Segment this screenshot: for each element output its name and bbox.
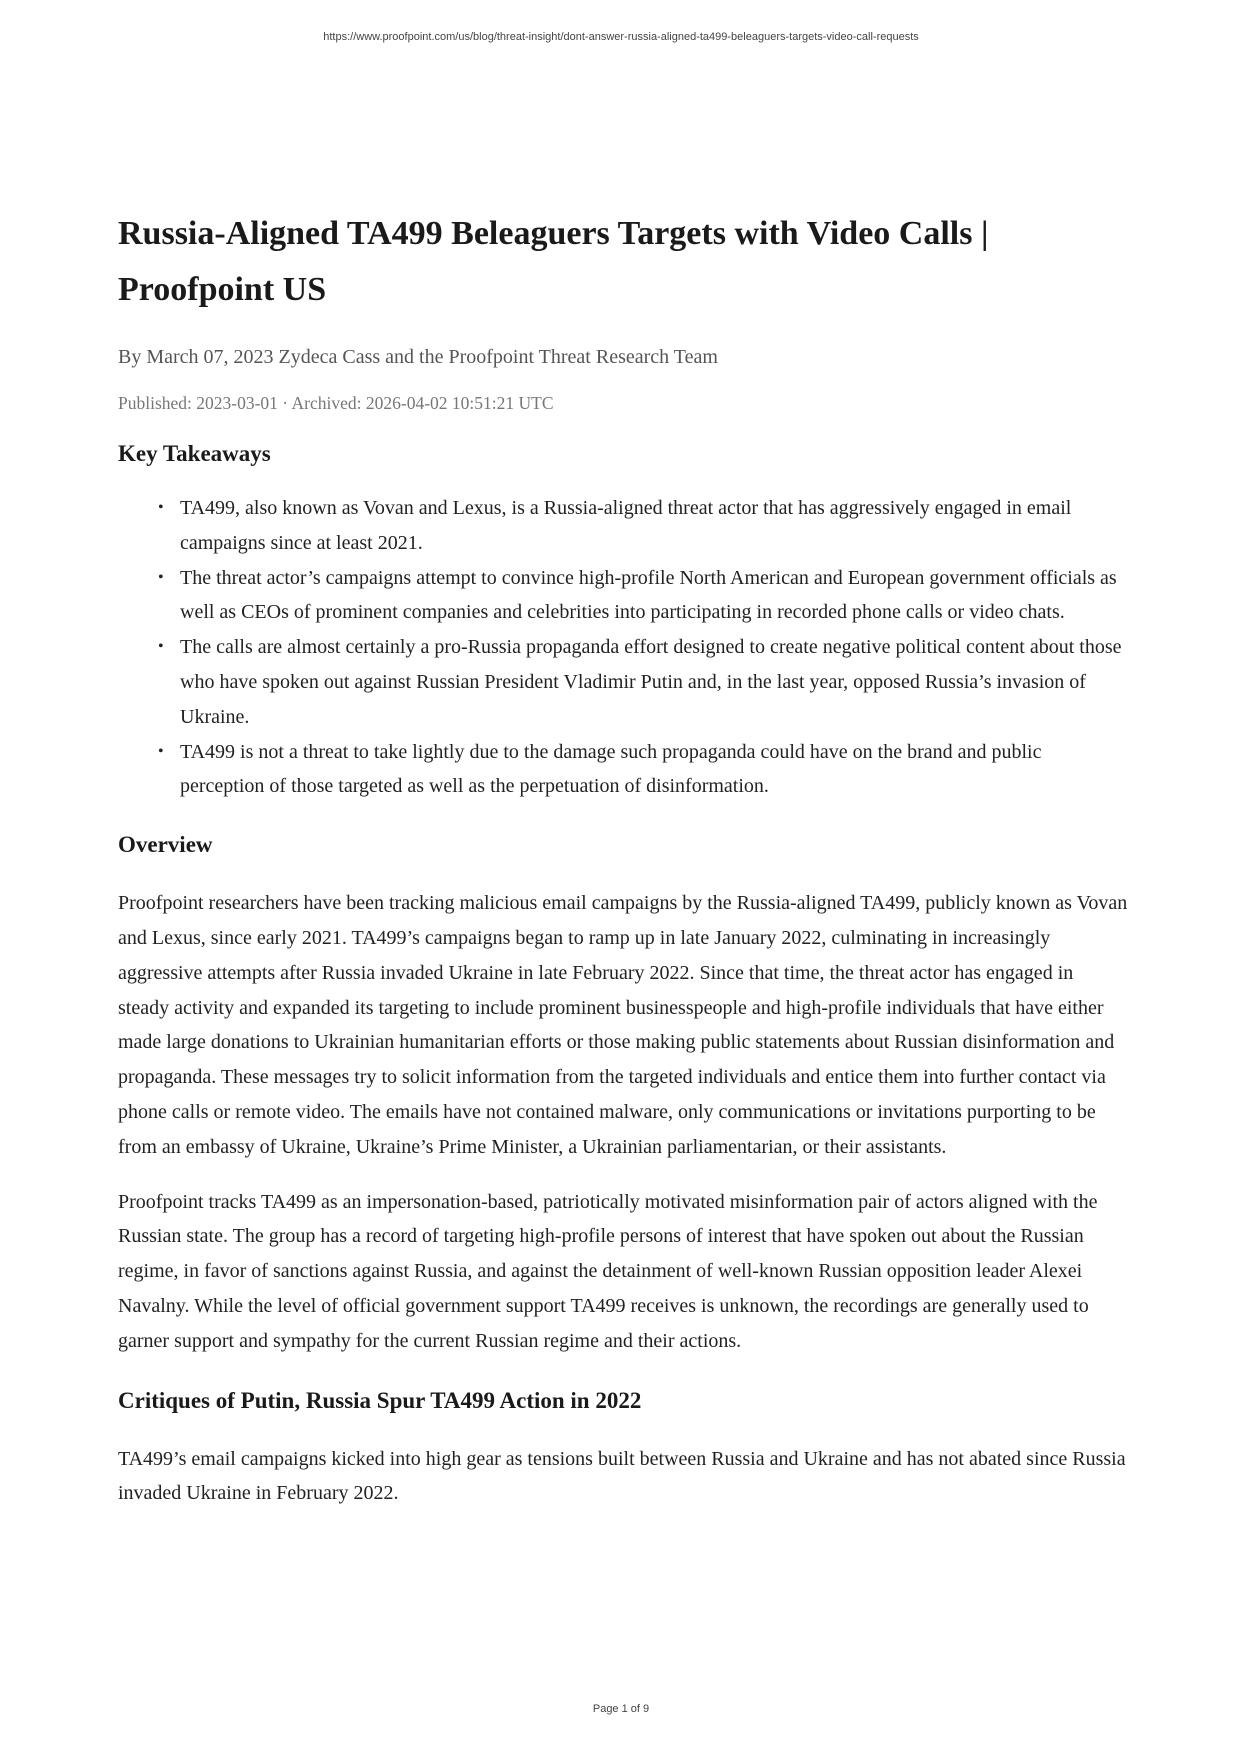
list-item (158, 630, 1128, 734)
article-byline: By March 07, 2023 Zydeca Cass and the Proofpoint Threat Research Team (118, 346, 718, 368)
bullet-icon: • (158, 742, 164, 760)
list-item-text: The calls are almost certainly a pro-Russia propaganda effort designed to create negative political content about those who have spoken out against Russian President Vladimir Putin and, in the last year, opposed Russia’s invasion of Ukraine. (180, 636, 1122, 728)
article-title: Russia-Aligned TA499 Beleaguers Targets with Video Calls | Proofpoint US (118, 215, 989, 308)
list-item-text: TA499 is not a threat to take lightly due to the damage such propaganda could have on the brand and public perception of those targeted as well as the perpetuation of disinformation. (180, 740, 1042, 798)
list-item (158, 735, 1128, 805)
list-item-text: TA499, also known as Vovan and Lexus, is a Russia-aligned threat actor that has aggressively engaged in email campaigns since at least 2021. (180, 497, 1072, 554)
key-takeaways-heading: Key Takeaways (118, 441, 271, 466)
bullet-icon: • (158, 638, 164, 656)
page-number: Page 1 of 9 (592, 1703, 650, 1715)
key-takeaways-list (118, 491, 1128, 804)
bullet-icon: • (158, 568, 164, 586)
list-item-text: The threat actor’s campaigns attempt to convince high-profile North American and European government officials as well as CEOs of prominent companies and celebrities into participating in recorded phone calls or video chats. (180, 566, 1117, 624)
bullet-icon: • (158, 499, 164, 516)
list-item (158, 561, 1128, 631)
overview-paragraph-1: Proofpoint researchers have been tracking malicious email campaigns by the Russia-aligned TA499, publicly known as Vovan and Lexus, since early 2021. TA499’s campaigns began to ramp up in late January 2022, culminating in increasingly aggressive attempts after Russia invaded Ukraine in late February 2022. Since that time, the threat actor has engaged in steady activity and expanded its targeting to include prominent businesspeople and high-profile individuals that have either made large donations to Ukrainian humanitarian efforts or those making public statements about Russian disinformation and propaganda. These messages try to solicit information from the targeted individuals and entice them into further contact via phone calls or remote video. The emails have not contained malware, only communications or invitations purporting to be from an embassy of Ukraine, Ukraine’s Prime Minister, a Ukrainian parliamentarian, or their assistants. (118, 892, 1128, 1158)
overview-heading: Overview (118, 832, 213, 858)
critiques-heading: Critiques of Putin, Russia Spur TA499 Action in 2022 (118, 1387, 642, 1413)
overview-paragraph-2: Proofpoint tracks TA499 as an impersonation-based, patriotically motivated misinformation pair of actors aligned with the Russian state. The group has a record of targeting high-profile persons of interest that have spoken out about the Russian regime, in favor of sanctions against Russia, and against the detainment of well-known Russian opposition leader Alexei Navalny. While the level of official government support TA499 receives is unknown, the recordings are generally used to garner support and sympathy for the current Russian regime and their actions. (118, 1190, 1098, 1352)
publish-archive-info: Published: 2023-03-01 · Archived: 2026-04-02 10:51:21 UTC (118, 393, 554, 413)
page-url-header: https://www.proofpoint.com/us/blog/threat-insight/dont-answer-russia-aligned-ta499-beleaguers-targets-video-call-requests (323, 31, 919, 43)
article (118, 206, 1128, 1511)
critiques-paragraph-1: TA499’s email campaigns kicked into high gear as tensions built between Russia and Ukraine and has not abated since Russia invaded Ukraine in February 2022. (118, 1447, 1126, 1505)
list-item (158, 491, 1128, 561)
